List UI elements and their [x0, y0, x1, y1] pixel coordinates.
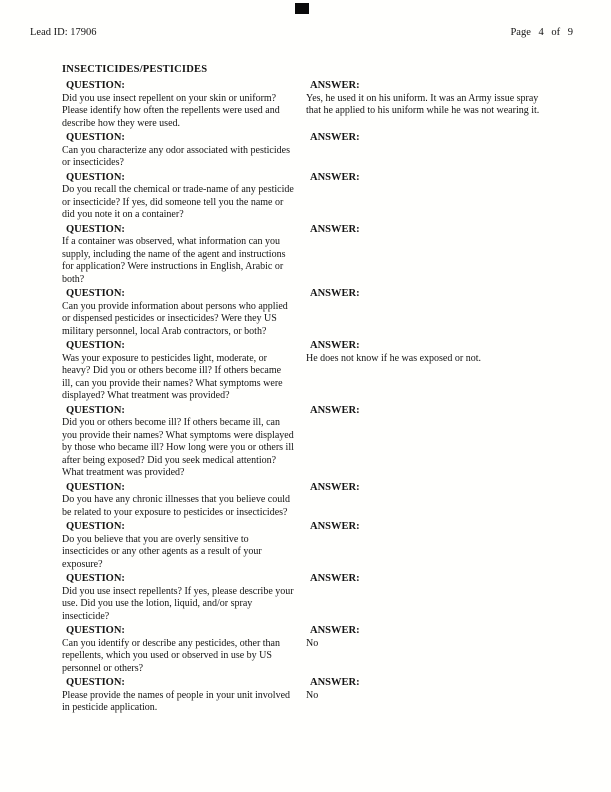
question-column [62, 405, 306, 480]
question-column [62, 132, 306, 170]
answer-label: ANSWER: [310, 132, 360, 143]
question-text: Can you identify or describe any pesticides, other than repellents, which you used or observed in use by US personnel or others? [62, 637, 280, 674]
question-text: Can you characterize any odor associated with pesticides or insecticides? [62, 144, 290, 168]
question-label: QUESTION: [66, 625, 125, 636]
question-text: Did you or others become ill? If others became ill, can you provide their names? What symptoms were displayed by those who became ill? How long were you or others ill after being exposed? Did you seek medical attention? What treatment was provided? [62, 417, 294, 478]
question-column [62, 482, 306, 520]
question-column [62, 288, 306, 338]
answer-label: ANSWER: [310, 404, 360, 416]
answer-label: ANSWER: [310, 521, 360, 532]
question-text: If a container was observed, what information can you supply, including the name of the agent and instructions for application? Were instructions in English, Arabic or both? [62, 236, 286, 285]
qa-row [62, 677, 554, 715]
answer-label: ANSWER: [310, 171, 360, 183]
question-text: Do you recall the chemical or trade-name of any pesticide or insecticide? If yes, did someone tell you the name or did you note it on a container? [62, 184, 294, 220]
question-label: QUESTION: [66, 80, 125, 91]
answer-column [306, 172, 554, 222]
question-column [62, 625, 306, 675]
answer-text: No [306, 637, 319, 649]
question-label: QUESTION: [66, 288, 125, 299]
answer-column [306, 573, 554, 623]
qa-row [62, 405, 554, 480]
qa-row [62, 521, 554, 571]
page-number: Page 4 of 9 [510, 27, 573, 38]
answer-column [306, 521, 554, 571]
answer-label: ANSWER: [310, 677, 360, 688]
answer-label: ANSWER: [310, 288, 360, 299]
answer-column [306, 405, 554, 480]
question-column [62, 677, 306, 715]
question-text: Was your exposure to pesticides light, moderate, or heavy? Did you or others become ill? If others became ill, can you provide their names? What symptoms were displayed? What treatment was provided? [62, 352, 283, 401]
answer-column [306, 482, 554, 520]
qa-row [62, 573, 554, 623]
question-text: Do you have any chronic illnesses that you believe could be related to your exposure to pesticides or insecticides? [62, 494, 290, 518]
qa-row [62, 132, 554, 170]
answer-column [306, 625, 554, 675]
question-text: Do you believe that you are overly sensitive to insecticides or any other agents as a result of your exposure? [62, 533, 262, 570]
question-label: QUESTION: [66, 404, 125, 416]
answer-label: ANSWER: [310, 481, 360, 493]
question-label: QUESTION: [66, 481, 125, 493]
question-column [62, 573, 306, 623]
answer-column [306, 340, 554, 403]
answer-text: No [306, 689, 319, 701]
qa-row [62, 288, 554, 338]
answer-label: ANSWER: [310, 223, 360, 235]
qa-row [62, 224, 554, 287]
answer-label: ANSWER: [310, 340, 360, 351]
answer-label: ANSWER: [310, 80, 360, 91]
question-column [62, 80, 306, 130]
answer-column [306, 80, 554, 130]
question-column [62, 521, 306, 571]
answer-label: ANSWER: [310, 625, 360, 636]
question-column [62, 224, 306, 287]
question-text: Did you use insect repellent on your skin or uniform? Please identify how often the repellents were used and describe how they were used. [62, 92, 280, 129]
lead-id: Lead ID: 17906 [30, 27, 97, 38]
answer-column [306, 224, 554, 287]
question-column [62, 340, 306, 403]
qa-list [62, 80, 554, 715]
answer-label: ANSWER: [310, 573, 360, 584]
section-title: INSECTICIDES/PESTICIDES [62, 64, 208, 75]
question-label: QUESTION: [66, 132, 125, 143]
question-label: QUESTION: [66, 171, 125, 183]
qa-row [62, 80, 554, 130]
question-label: QUESTION: [66, 223, 125, 235]
qa-row [62, 172, 554, 222]
answer-text: He does not know if he was exposed or not. [306, 352, 481, 364]
answer-column [306, 288, 554, 338]
answer-column [306, 677, 554, 715]
question-column [62, 172, 306, 222]
qa-row [62, 482, 554, 520]
question-label: QUESTION: [66, 573, 125, 584]
question-text: Please provide the names of people in your unit involved in pesticide application. [62, 689, 291, 713]
question-text: Did you use insect repellents? If yes, please describe your use. Did you use the lotion, liquid, and/or spray insecticide? [62, 585, 294, 622]
question-label: QUESTION: [66, 677, 125, 688]
answer-text: Yes, he used it on his uniform. It was an Army issue spray that he applied to his uniform while he was not wearing it. [306, 92, 540, 116]
qa-row [62, 340, 554, 403]
question-text: Can you provide information about persons who applied or dispensed pesticides or insecticides? Were they US military personnel, local Arab contractors, or both? [62, 300, 288, 337]
scan-artifact-mark [295, 3, 309, 14]
question-label: QUESTION: [66, 340, 125, 351]
document-body [62, 63, 554, 715]
question-label: QUESTION: [66, 521, 125, 532]
qa-row [62, 625, 554, 675]
answer-column [306, 132, 554, 170]
